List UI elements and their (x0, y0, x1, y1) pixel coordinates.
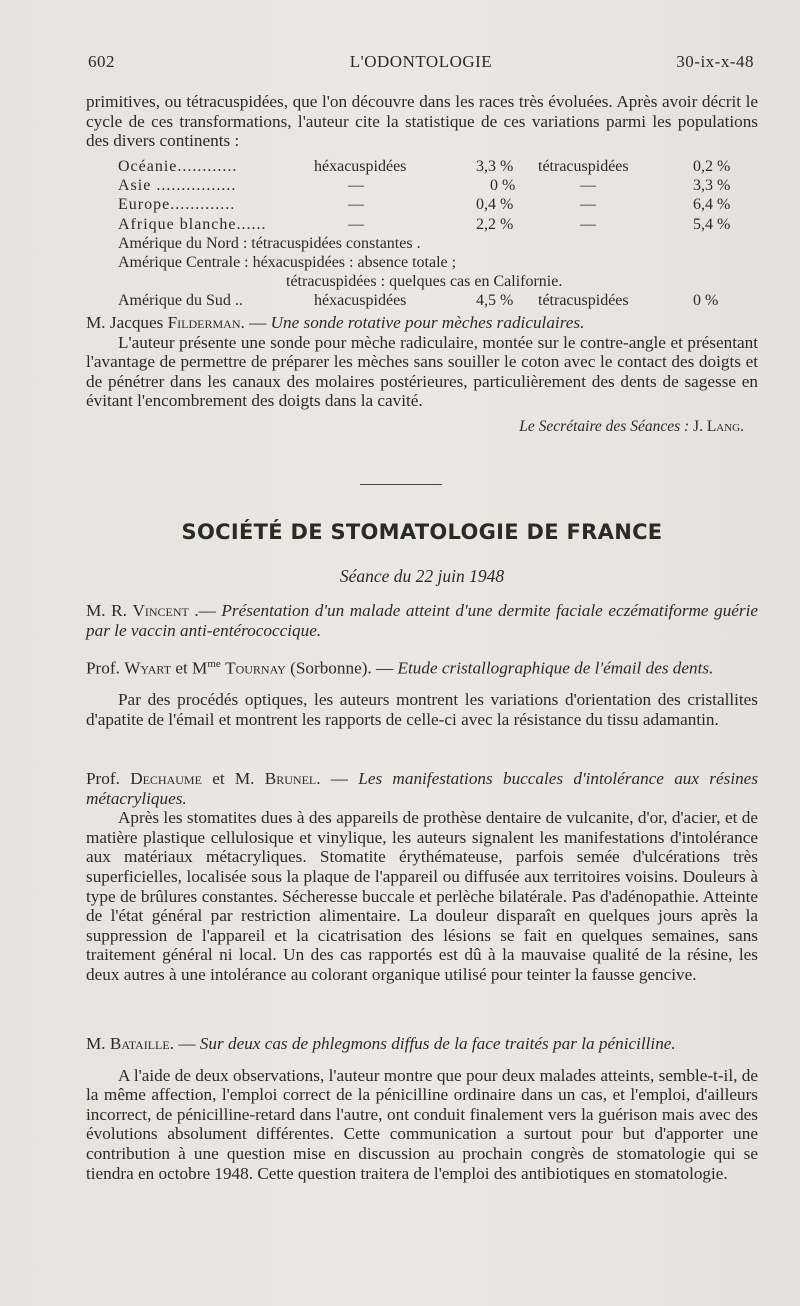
wyart-body: Par des procédés optiques, les auteurs montrent les variations d'orientation des cristallites d'apatite de l'émail et montrent les rapports de celle-ci avec la résistance du tissu adamantin. (86, 690, 758, 729)
author-prefix: M. Jacques (86, 313, 164, 332)
signature-label: Le Secrétaire des Séances : (519, 417, 690, 435)
intro-block (86, 92, 758, 151)
stat-hex-label: — (348, 215, 364, 233)
bataille-heading (86, 1034, 758, 1054)
stat-tet-label: tétracuspidées (538, 292, 629, 310)
society-heading: SOCIÉTÉ DE STOMATOLOGIE DE FRANCE (181, 520, 663, 544)
wyart-section (86, 655, 758, 730)
stat-region: Europe............. (118, 196, 236, 214)
stat-row (118, 195, 738, 214)
stat-hex-value: 0 % (490, 177, 516, 195)
stat-tet-label: tétracuspidées (538, 158, 629, 175)
stat-tet-label: — (580, 215, 596, 233)
stat-row (118, 291, 738, 310)
stat-tet-label: — (580, 196, 596, 214)
dash: — (371, 658, 398, 678)
stat-row (118, 253, 738, 272)
communication-title: Etude cristallographique de l'émail des dents. (397, 658, 714, 678)
bataille-section (86, 1034, 758, 1183)
stat-california: tétracuspidées : quelques cas en Californie. (286, 273, 563, 291)
stat-hex-value: 2,2 % (476, 215, 514, 233)
author-name: Filderman. (167, 313, 245, 332)
stat-tet-value: 3,3 % (693, 177, 731, 195)
stat-tet-value: 0,2 % (693, 158, 731, 175)
signature (86, 417, 758, 437)
title-superscript: me (207, 658, 221, 670)
filderman-heading (86, 313, 758, 333)
stat-row (118, 176, 738, 195)
issue-date: 30-ix-x-48 (676, 52, 754, 71)
dechaume-section (86, 769, 758, 985)
conjunction: et M (171, 658, 208, 678)
stat-tet-value: 6,4 % (693, 196, 731, 214)
communication-title: Une sonde rotative pour mèches radiculaires. (270, 313, 585, 332)
dechaume-body: Après les stomatites dues à des appareils de prothèse dentaire de vulcanite, d'or, d'acier, et de matière plastique cellulosique et vinylique, les auteurs signalent les manifestations d'intolérance aux matériaux métacryliques. Stomatite érythémateuse, parfois semée d'ulcérations très superficielles, localisée sous la plaque de l'appareil ou diffusée aux territoires voisins. Douleurs à type de brûlures constantes. Sécheresse buccale et perlèche bilatérale. Pas d'adénopathie. Atteinte de l'état général par restriction alimentaire. La douleur disparaît en quelques jours après la suppression de l'appareil et la cicatrisation des lésions se fait en quelques semaines, sans traitement général ni local. Un des cas rapportés est dû à la mauvaise qualité de la résine, les deux autres à une intolérance au colorant organique utilisé pour teinter la fausse gencive. (86, 808, 758, 984)
bataille-body: A l'aide de deux observations, l'auteur montre que pour deux malades atteints, semble-t-il, de la même affection, l'emploi correct de la pénicilline ordinaire dans un cas, et l'emploi, d'ailleurs incorrect, de pénicilline-retard dans l'autre, ont conduit finalement vers la guérison mais avec des évolutions absolument différentes. Cette communication a surtout pour but d'apporter une contribution à une question mise en discussion au prochain congrès de stomatologie qui se tiendra en octobre 1948. Cette question traitera de l'emploi des antibiotiques en stomatologie. (86, 1065, 758, 1183)
stat-region: Asie ................ (118, 177, 237, 195)
stat-region: Afrique blanche...... (118, 215, 267, 233)
statistics-table (118, 157, 738, 311)
stat-hex-label: — (348, 177, 364, 195)
stat-tet-label: — (580, 177, 596, 195)
stat-region: Amérique du Sud .. (118, 292, 243, 310)
stat-row (118, 234, 738, 253)
author-prefix: M. R. (86, 601, 127, 620)
vincent-section (86, 601, 758, 640)
stat-hex-label: héxacuspidées (314, 292, 407, 310)
conjunction: et M. (201, 769, 265, 788)
running-header (88, 52, 754, 72)
stat-row (118, 215, 738, 234)
author-name: Brunel. (264, 769, 321, 788)
author-name: Tournay (225, 658, 286, 678)
author-name: Bataille. (109, 1034, 175, 1053)
stat-hex-value: 4,5 % (476, 292, 514, 310)
section-divider (360, 484, 442, 485)
seance-date: Séance du 22 juin 1948 (339, 566, 505, 586)
filderman-section (86, 313, 758, 437)
stat-tet-value: 0 % (693, 292, 719, 310)
dechaume-heading (86, 769, 758, 808)
stat-hex-label: héxacuspidées (314, 158, 407, 175)
author-prefix: Prof. (86, 769, 120, 788)
stat-hex-value: 3,3 % (476, 158, 514, 175)
dash: .— (188, 601, 222, 620)
signature-name: J. Lang. (693, 417, 744, 435)
wyart-heading (86, 655, 758, 678)
filderman-body: L'auteur présente une sonde pour mèche radiculaire, montée sur le contre-angle et présentant l'avantage de permettre de préparer les mèches sans souiller le coton avec le contact des doigts et de pénétrer dans les canaux des molaires postérieures, particulièrement des dents de sagesse en évitant l'encombrement des doigts dans la cavité. (86, 332, 758, 411)
journal-title: L'ODONTOLOGIE (349, 52, 493, 71)
affiliation: (Sorbonne). (285, 658, 372, 678)
author-name: Dechaume (130, 769, 202, 788)
author-prefix: M. (86, 1034, 106, 1053)
page-number: 602 (88, 52, 115, 71)
stat-row (118, 157, 738, 176)
communication-title: Présentation d'un malade atteint d'une dermite faciale eczématiforme guérie par le vaccin anti-entérococcique. (86, 601, 759, 640)
author-name: Wyart (124, 658, 172, 678)
dash: — (244, 313, 271, 332)
stat-region: Océanie............ (118, 158, 238, 175)
communication-title: Sur deux cas de phlegmons diffus de la face traités par la pénicilline. (199, 1034, 676, 1053)
author-name: Vincent (132, 601, 189, 620)
vincent-heading (86, 601, 758, 640)
author-prefix: Prof. (86, 658, 120, 678)
communication-title: Les manifestations buccales d'intolérance aux résines métacryliques. (86, 769, 759, 808)
stat-hex-label: — (348, 196, 364, 214)
stat-row (118, 272, 738, 291)
stat-hex-value: 0,4 % (476, 196, 514, 214)
dash: — (320, 769, 359, 788)
dash: — (174, 1034, 200, 1053)
intro-paragraph: primitives, ou tétracuspidées, que l'on découvre dans les races très évoluées. Après avoir décrit le cycle de ces transformations, l'auteur cite la statistique de ces variations parmi les populations des divers continents : (86, 92, 758, 151)
stat-north-america: Amérique du Nord : tétracuspidées constantes . (118, 234, 421, 252)
stat-central-america: Amérique Centrale : héxacuspidées : absence totale ; (118, 253, 457, 271)
stat-tet-value: 5,4 % (693, 215, 731, 233)
